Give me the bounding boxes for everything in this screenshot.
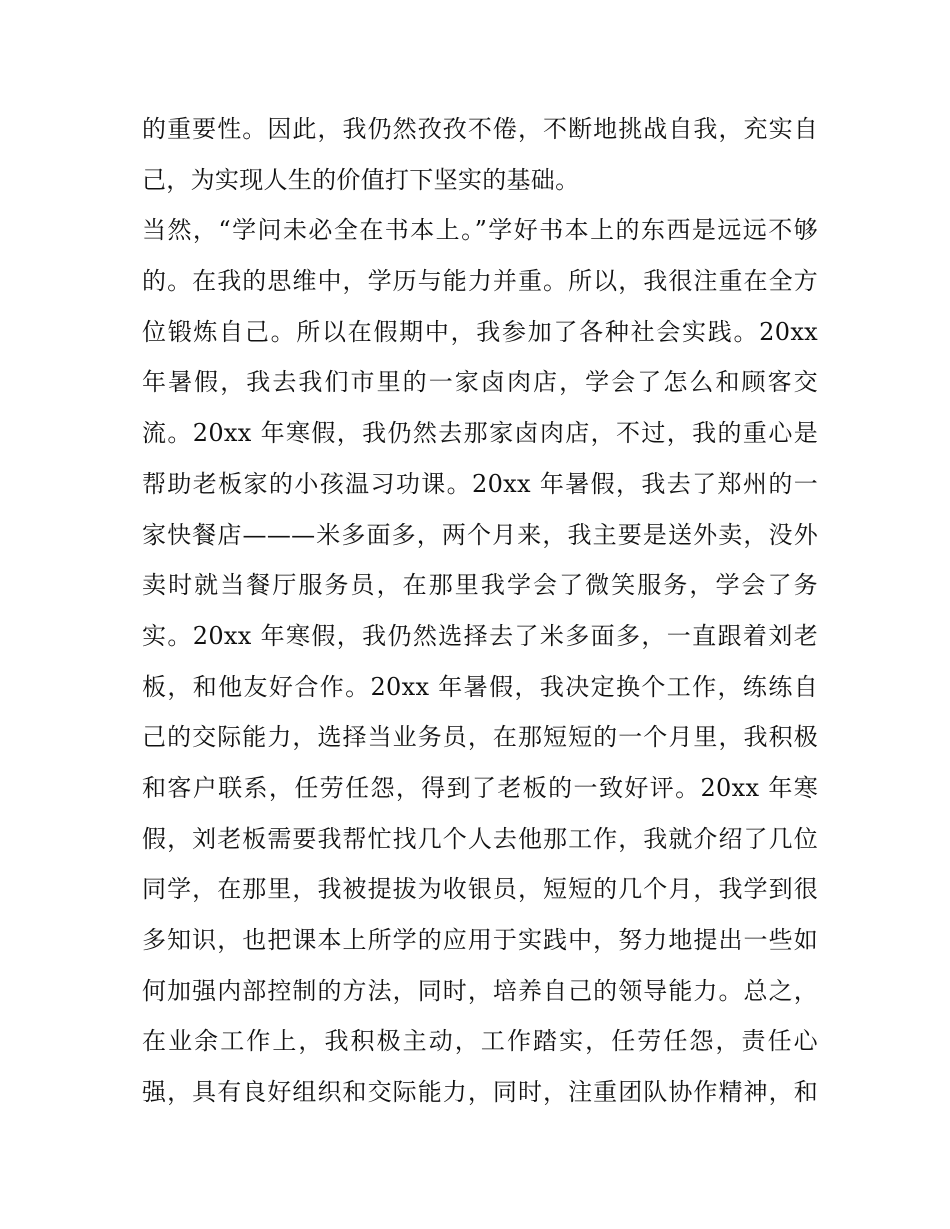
text-line-3: 当然，“学问未必全在书本上。”学好书本上的东西是远远不够 bbox=[142, 216, 818, 245]
text-line-10: 卖时就当餐厅服务员，在那里我学会了微笑服务，学会了务 bbox=[142, 571, 818, 600]
text-line-19: 在业余工作上，我积极主动，工作踏实，任劳任怨，责任心 bbox=[142, 1027, 818, 1056]
text-line-20: 强，具有良好组织和交际能力，同时，注重团队协作精神，和 bbox=[142, 1078, 818, 1107]
text-line-7: 流。20xx 年寒假，我仍然去那家卤肉店，不过，我的重心是 bbox=[142, 419, 818, 448]
text-line-12: 板，和他友好合作。20xx 年暑假，我决定换个工作，练练自 bbox=[142, 672, 818, 701]
text-line-16: 同学，在那里，我被提拔为收银员，短短的几个月，我学到很 bbox=[142, 875, 818, 904]
text-line-1: 的重要性。因此，我仍然孜孜不倦，不断地挑战自我，充实自 bbox=[142, 115, 818, 143]
text-line-18: 何加强内部控制的方法，同时，培养自己的领导能力。总之， bbox=[142, 976, 818, 1005]
text-line-9: 家快餐店———米多面多，两个月来，我主要是送外卖，没外 bbox=[142, 520, 818, 549]
text-line-14: 和客户联系，任劳任怨，得到了老板的一致好评。20xx 年寒 bbox=[142, 773, 818, 802]
text-line-2: 己，为实现人生的价值打下坚实的基础。 bbox=[142, 165, 580, 194]
text-line-17: 多知识，也把课本上所学的应用于实践中，努力地提出一些如 bbox=[142, 926, 818, 954]
text-line-5: 位锻炼自己。所以在假期中，我参加了各种社会实践。20xx bbox=[142, 317, 818, 346]
document-body bbox=[142, 104, 818, 1118]
text-line-15: 假，刘老板需要我帮忙找几个人去他那工作，我就介绍了几位 bbox=[142, 824, 818, 853]
text-line-4: 的。在我的思维中，学历与能力并重。所以，我很注重在全方 bbox=[142, 267, 818, 296]
text-line-13: 己的交际能力，选择当业务员，在那短短的一个月里，我积极 bbox=[142, 723, 818, 752]
text-line-6: 年暑假，我去我们市里的一家卤肉店，学会了怎么和顾客交 bbox=[142, 368, 818, 397]
text-line-11: 实。20xx 年寒假，我仍然选择去了米多面多，一直跟着刘老 bbox=[142, 621, 818, 650]
text-line-8: 帮助老板家的小孩温习功课。20xx 年暑假，我去了郑州的一 bbox=[142, 469, 818, 498]
